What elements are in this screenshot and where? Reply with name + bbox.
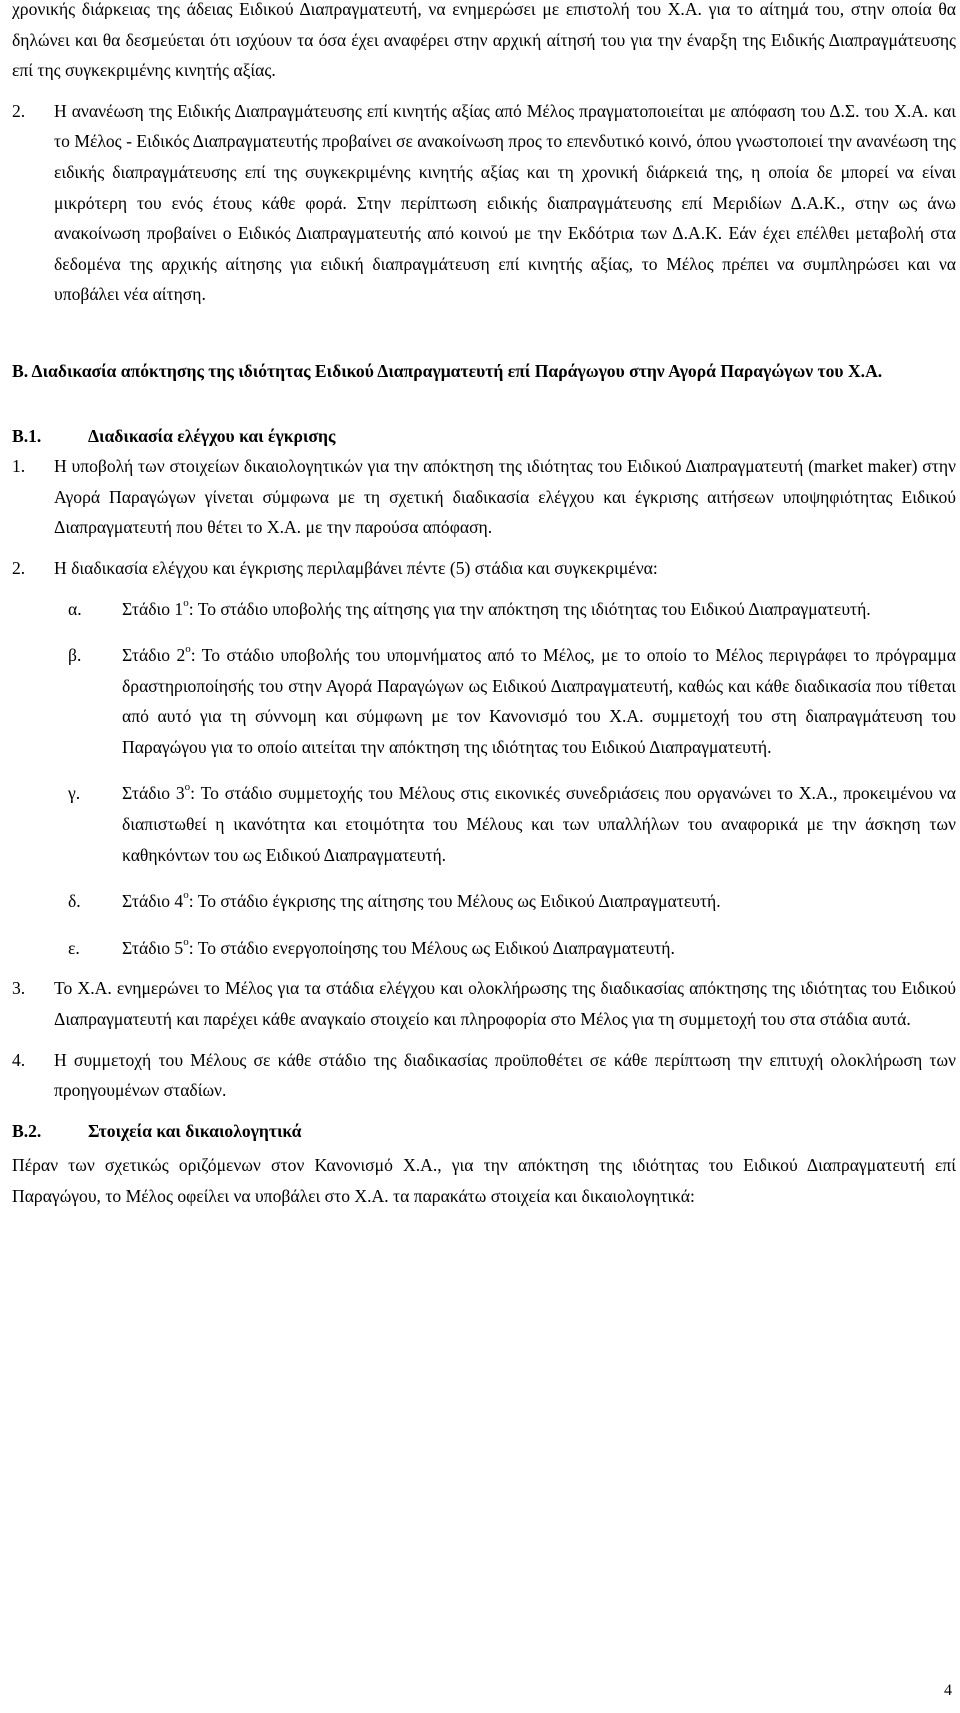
b2-number: Β.2.: [12, 1120, 42, 1141]
stage-body: : Το στάδιο υποβολής του υπομνήματος από το Μέλος, με το οποίο το Μέλος περιγράφει το πρόγραμμα δραστηριοποίησής του στην Αγορά Παραγώγων ως Ειδικού Διαπραγματευτή, καθώς και κάθε διαδικασία που τίθεται από αυτό για τη σύννομη και σύμφωνη με τον Κανονισμό του Χ.Α. συμμετοχή του στη διαπραγμάτευση του Παραγώγου για το οποίο αιτείται την απόκτηση της ιδιότητας του Ειδικού Διαπραγματευτή.: [122, 645, 956, 757]
item-text: Η υποβολή των στοιχείων δικαιολογητικών για την απόκτηση της ιδιότητας του Ειδικού Διαπραγματευτή (market maker) στην Αγορά Παραγώγων γίνεται σύμφωνα με τη σχετική διαδικασία ελέγχου και έγκρισης αιτήσεων υποψηφιότητας Ειδικού Διαπραγματευτή που θέτει το Χ.Α. με την παρούσα απόφαση.: [54, 456, 956, 538]
b1-item-1: [6, 451, 956, 543]
item-text: Η διαδικασία ελέγχου και έγκρισης περιλαμβάνει πέντε (5) στάδια και συγκεκριμένα:: [54, 557, 658, 578]
item-text: Το Χ.Α. ενημερώνει το Μέλος για τα στάδια ελέγχου και ολοκλήρωσης της διαδικασίας απόκτησης της ιδιότητας του Ειδικού Διαπραγματευτή και παρέχει κάθε αναγκαίο στοιχείο και πληροφορία στο Μέλος για τη συμμετοχή του στα στάδια αυτά.: [54, 978, 956, 1030]
item-text: Η ανανέωση της Ειδικής Διαπραγμάτευσης επί κινητής αξίας από Μέλος πραγματοποιείται με απόφαση του Δ.Σ. του Χ.Α. και το Μέλος - Ειδικός Διαπραγματευτής προβαίνει σε ανακοίνωση προς το επενδυτικό κοινό, όπου γνωστοποιεί την ανανέωση της ειδικής διαπραγμάτευσης επί της συγκεκριμένης κινητής αξίας και τη χρονική διάρκειά της, η οποία δε μπορεί να είναι μικρότερη του ενός έτους κάθε φορά. Στην περίπτωση ειδικής διαπραγμάτευσης επί Μεριδίων Δ.Α.Κ., στην ως άνω ανακοίνωση προβαίνει ο Ειδικός Διαπραγματευτής από κοινού με την Εκδότρια των Δ.Α.Κ. Εάν έχει επέλθει μεταβολή στα δεδομένα της αρχικής αίτησης για ειδική διαπραγμάτευση επί κινητής αξίας, το Μέλος πρέπει να συμπληρώσει και να υποβάλει νέα αίτηση.: [54, 100, 956, 305]
stage-prefix: Στάδιο 2: [122, 645, 186, 666]
stage-letter: γ.: [68, 783, 81, 804]
stage-text: [122, 933, 956, 964]
item-number: 3.: [12, 978, 26, 999]
b2-title: Στοιχεία και δικαιολογητικά: [88, 1120, 302, 1141]
stage-ordinal: ο: [184, 781, 191, 794]
document-page: [6, 0, 956, 1212]
item-number: 1.: [12, 456, 26, 477]
b1-item-3: [6, 973, 956, 1034]
b1-number: Β.1.: [12, 425, 42, 446]
stage-body: : Το στάδιο ενεργοποίησης του Μέλους ως Ειδικού Διαπραγματευτή.: [188, 937, 675, 958]
stage-letter: β.: [68, 645, 82, 666]
item-number: 2.: [12, 557, 26, 578]
stage-letter: α.: [68, 598, 82, 619]
stage-ordinal: ο: [183, 889, 189, 902]
stage-text: [122, 640, 956, 762]
stage-prefix: Στάδιο 5: [122, 937, 184, 958]
stage-c: [6, 778, 956, 870]
stage-b: [6, 640, 956, 762]
stage-text: [122, 594, 956, 625]
b1-title: Διαδικασία ελέγχου και έγκρισης: [88, 425, 336, 446]
stage-e: [6, 933, 956, 964]
item-2: [6, 96, 956, 310]
stage-a: [6, 594, 956, 625]
item-number: 4.: [12, 1049, 26, 1070]
b1-item-4: [6, 1045, 956, 1106]
stage-ordinal: ο: [185, 643, 191, 656]
b1-item-2: [6, 553, 956, 584]
b1-heading: [6, 421, 956, 452]
stage-prefix: Στάδιο 4: [122, 891, 184, 912]
page-number: 4: [944, 1682, 952, 1699]
b2-paragraph: Πέραν των σχετικώς οριζόμενων στον Κανονισμό Χ.Α., για την απόκτηση της ιδιότητας του Ειδικού Διαπραγματευτή επί Παραγώγου, το Μέλος οφείλει να υποβάλει στο Χ.Α. τα παρακάτω στοιχεία και δικαιολογητικά:: [12, 1155, 956, 1206]
stage-body: : Το στάδιο συμμετοχής του Μέλους στις εικονικές συνεδριάσεις που οργανώνει το Χ.Α., προκειμένου να διαπιστωθεί η ικανότητα και ετοιμότητα του Μέλους και των υπαλλήλων του αναφορικά με την άσκηση των καθηκόντων του ως Ειδικού Διαπραγματευτή.: [122, 783, 956, 865]
section-b-heading: Β. Διαδικασία απόκτησης της ιδιότητας Ειδικού Διαπραγματευτή επί Παράγωγου στην Αγορά Παραγώγων του Χ.Α.: [12, 360, 883, 381]
stage-ordinal: ο: [183, 935, 189, 948]
stage-letter: ε.: [68, 937, 80, 958]
item-text: Η συμμετοχή του Μέλους σε κάθε στάδιο της διαδικασίας προϋποθέτει σε κάθε περίπτωση την επιτυχή ολοκλήρωση των προηγουμένων σταδίων.: [54, 1049, 956, 1101]
stage-prefix: Στάδιο 1: [122, 598, 184, 619]
b2-heading: [6, 1116, 956, 1147]
stage-body: : Το στάδιο έγκρισης της αίτησης του Μέλους ως Ειδικού Διαπραγματευτή.: [188, 891, 721, 912]
stage-text: [122, 886, 956, 917]
stage-text: [122, 778, 956, 870]
stage-prefix: Στάδιο 3: [122, 783, 185, 804]
stage-letter: δ.: [68, 891, 81, 912]
intro-paragraph: χρονικής διάρκειας της άδειας Ειδικού Διαπραγματευτή, να ενημερώσει με επιστολή του Χ.Α. για το αίτημά του, στην οποία θα δηλώνει και θα δεσμεύεται ότι ισχύουν τα όσα έχει αναφέρει στην αρχική αίτησή του για την έναρξη της Ειδικής Διαπραγμάτευσης επί της συγκεκριμένης κινητής αξίας.: [12, 0, 956, 81]
stage-body: : Το στάδιο υποβολής της αίτησης για την απόκτηση της ιδιότητας του Ειδικού Διαπραγματευτή.: [188, 598, 871, 619]
item-number: 2.: [12, 100, 26, 121]
stage-d: [6, 886, 956, 917]
stage-ordinal: ο: [183, 596, 189, 609]
